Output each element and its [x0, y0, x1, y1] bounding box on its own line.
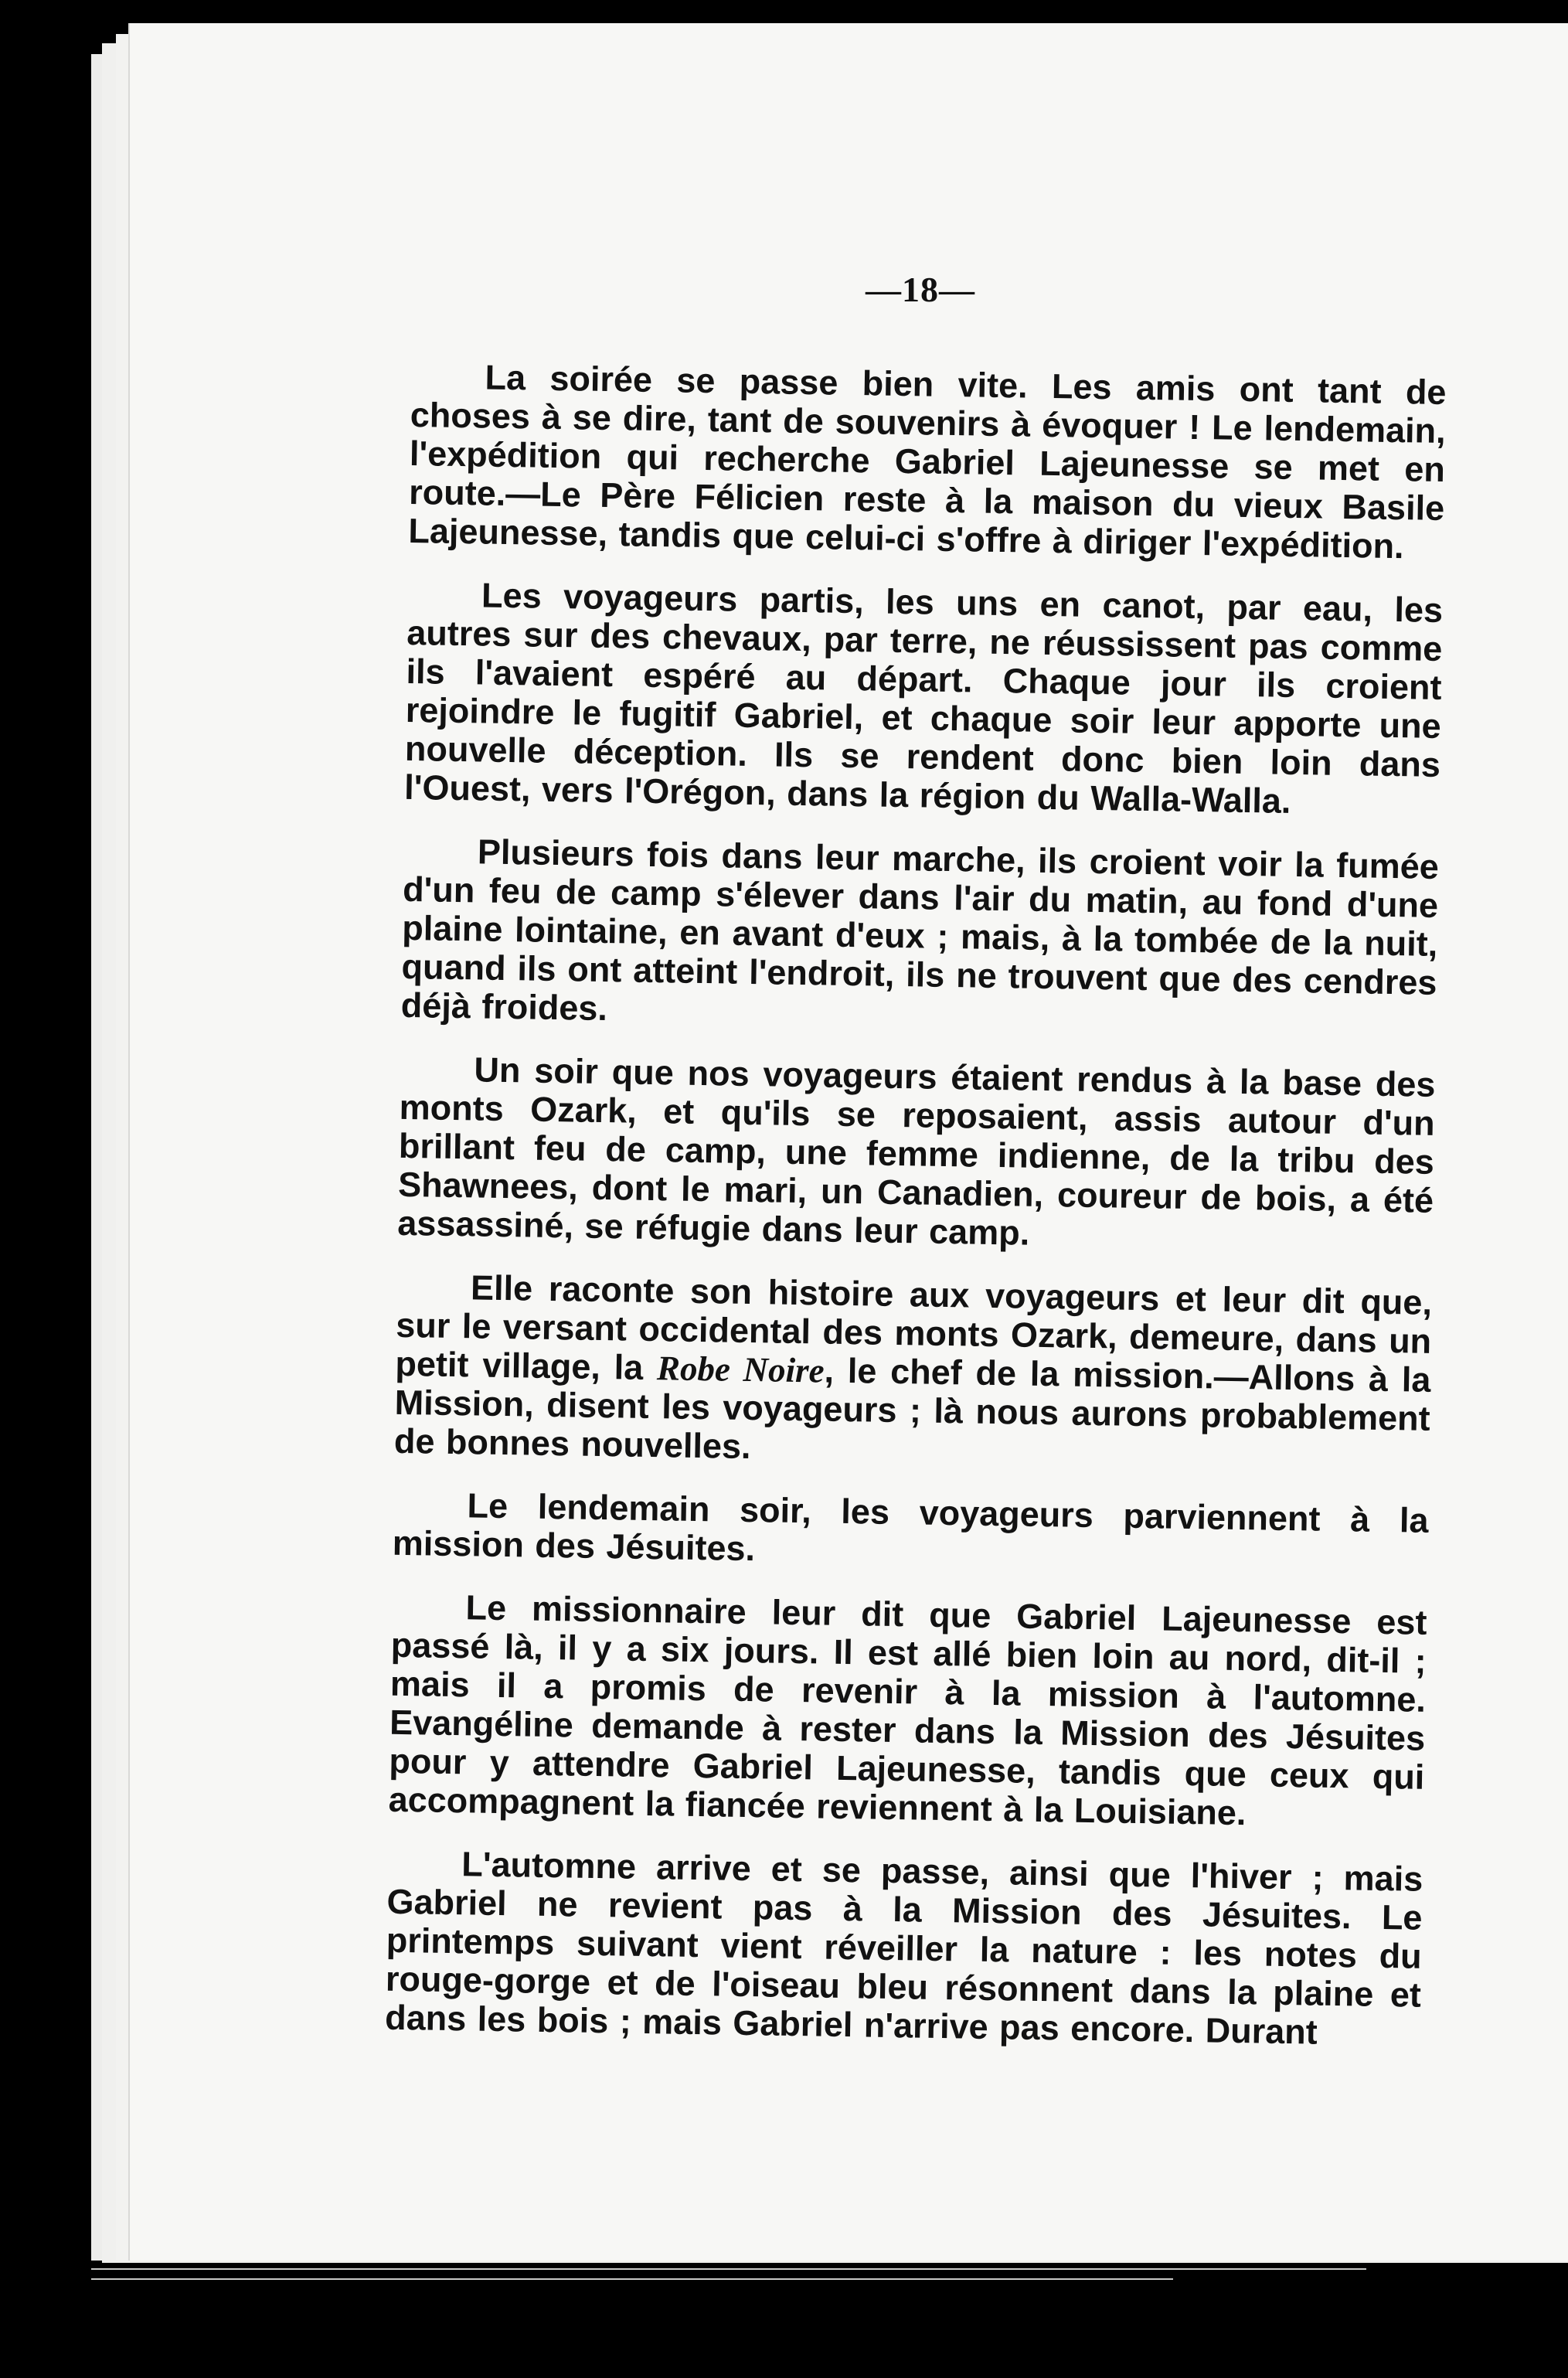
- page-body: [384, 357, 1446, 2078]
- paragraph: Le missionnaire leur dit que Gabriel Lajeunesse est passé là, il y a six jours. Il est allé bien loin au nord, dit-il ; mais il a promis de revenir à la mission à l'automne. Evangéline demande à rester dans la Mission des Jésuites pour y attendre Gabriel Lajeunesse, tandis que ceux qui accompagnent la fiancée reviennent à la Louisiane.: [388, 1587, 1427, 1833]
- paragraph: [394, 1267, 1433, 1477]
- paragraph-text: , le chef de la mission.—Allons à la Mission, disent les voyageurs ; là nous aurons probablement de bonnes nouvelles.: [393, 1350, 1431, 1467]
- paragraph-text: Elle raconte son histoire aux voyageurs et leur dit que, sur le versant occidental des monts Ozark, demeure, dans un petit village, la: [395, 1267, 1433, 1388]
- paragraph: Le lendemain soir, les voyageurs parviennent à la mission des Jésuites.: [392, 1485, 1429, 1569]
- paragraph: Plusieurs fois dans leur marche, ils croient voir la fumée d'un feu de camp s'élever dans l'air du matin, au fond d'une plaine lointaine, en avant d'eux ; mais, à la tombée de la nuit, quand ils ont atteint l'endroit, ils ne trouvent que des cendres déjà froides.: [400, 832, 1440, 1029]
- paragraph: L'automne arrive et se passe, ainsi que l'hiver ; mais Gabriel ne revient pas à la Mission des Jésuites. Le printemps suivant vient réveiller la nature : les notes du rouge-gorge et de l'oiseau bleu résonnent dans la plaine et dans les bois ; mais Gabriel n'arrive pas encore. Durant: [384, 1844, 1423, 2052]
- page-edge-line: [91, 2268, 1366, 2270]
- paragraph: La soirée se passe bien vite. Les amis ont tant de choses à se dire, tant de souvenirs à évoquer ! Le lendemain, l'expédition qui recherche Gabriel Lajeunesse se met en route.—Le Père Félicien reste à la maison du vieux Basile Lajeunesse, tandis que celui-ci s'offre à diriger l'expédition.: [408, 357, 1447, 566]
- paragraph: Un soir que nos voyageurs étaient rendus à la base des monts Ozark, et qu'ils se reposaient, assis autour d'un brillant feu de camp, une femme indienne, de la tribu des Shawnees, dont le mari, un Canadien, coureur de bois, a été assassiné, se réfugie dans leur camp.: [396, 1050, 1436, 1253]
- page-edge-line: [91, 2278, 1173, 2280]
- page-number: —18—: [866, 270, 975, 309]
- italic-phrase: Robe Noire: [656, 1349, 825, 1390]
- paragraph: Les voyageurs partis, les uns en canot, par eau, les autres sur des chevaux, par terre, ne réussissent pas comme ils l'avaient espéré au départ. Chaque jour ils croient rejoindre le fugitif Gabriel, et chaque soir leur apporte une nouvelle déception. Ils se rendent donc bien loin dans l'Ouest, vers l'Orégon, dans la région du Walla-Walla.: [403, 575, 1444, 821]
